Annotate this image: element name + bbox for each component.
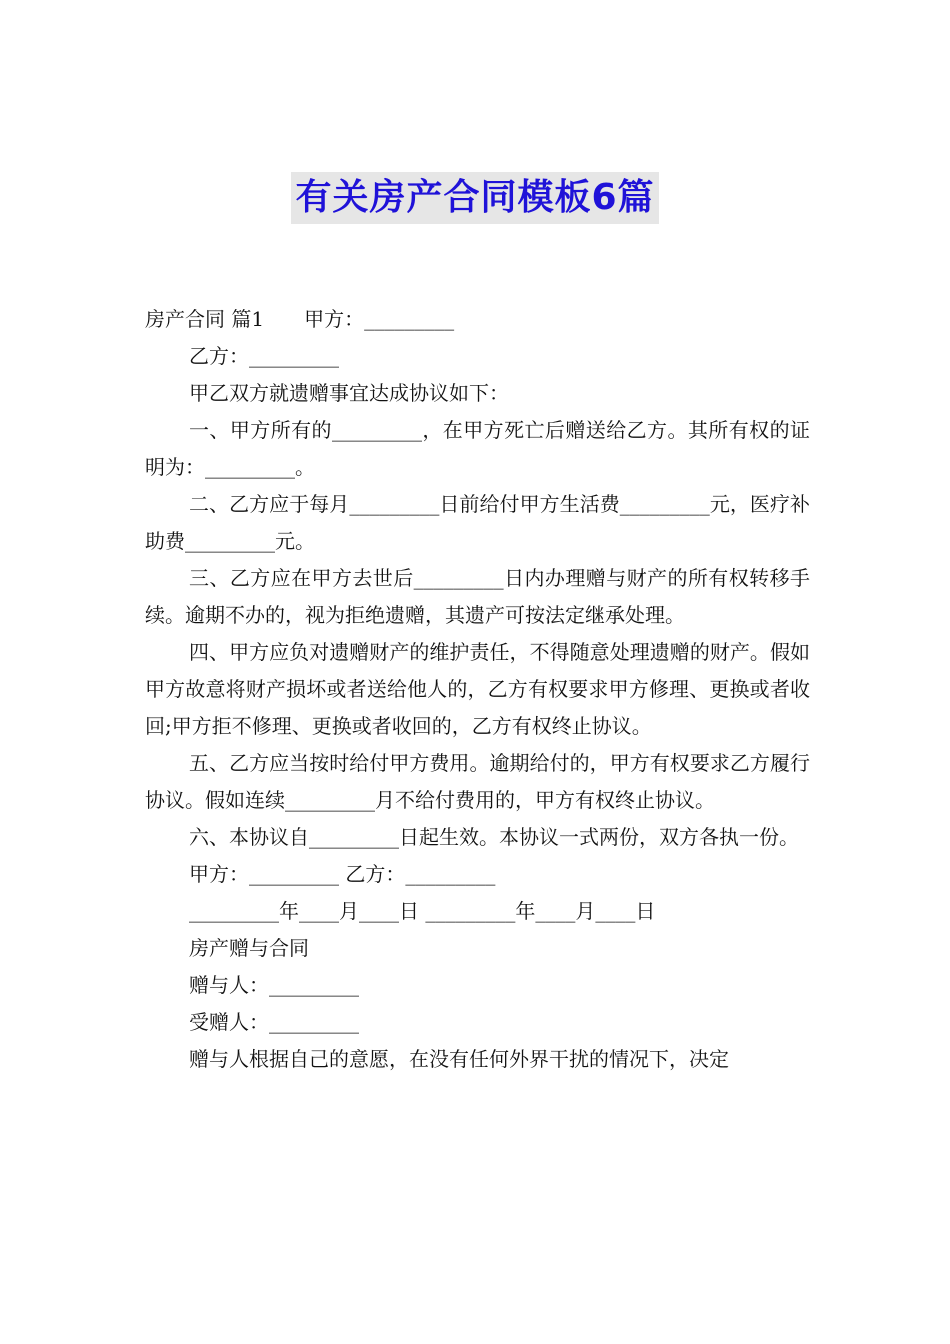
paragraph-clause-6: 六、本协议自_________日起生效。本协议一式两份，双方各执一份。 [189, 825, 799, 849]
paragraph-party-b: 乙方：_________ [189, 344, 339, 368]
paragraph-donor: 赠与人：_________ [189, 973, 359, 997]
paragraph-clause-4: 四、甲方应负对遗赠财产的维护责任，不得随意处理遗赠的财产。假如甲方故意将财产损坏或者送给他人的，乙方有权要求甲方修理、更换或者收回;甲方拒不修理、更换或者收回的，乙方有权终止协议。 [145, 640, 810, 738]
paragraph-signatures: 甲方：_________ 乙方：_________ [189, 862, 496, 886]
paragraph-heading-party-a: 房产合同 篇1 甲方：_________ [145, 307, 455, 331]
paragraph-intro: 甲乙双方就遗赠事宜达成协议如下： [189, 381, 509, 405]
paragraph-clause-1: 一、甲方所有的_________，在甲方死亡后赠送给乙方。其所有权的证明为：_________。 [145, 418, 810, 479]
paragraph-gift-contract-heading: 房产赠与合同 [189, 936, 309, 960]
paragraph-clause-5: 五、乙方应当按时给付甲方费用。逾期给付的，甲方有权要求乙方履行协议。假如连续_________月不给付费用的，甲方有权终止协议。 [145, 751, 810, 812]
paragraph-gift-intro: 赠与人根据自己的意愿，在没有任何外界干扰的情况下，决定 [189, 1047, 729, 1071]
paragraph-dates: _________年____月____日 _________年____月____日 [189, 899, 656, 923]
title-block [0, 172, 950, 224]
paragraph-clause-3: 三、乙方应在甲方去世后_________日内办理赠与财产的所有权转移手续。逾期不办的，视为拒绝遗赠，其遗产可按法定继承处理。 [145, 566, 810, 627]
document-title: 有关房产合同模板6篇 [291, 172, 658, 224]
paragraph-donee: 受赠人：_________ [189, 1010, 359, 1034]
paragraph-clause-2: 二、乙方应于每月_________日前给付甲方生活费_________元，医疗补助费_________元。 [145, 492, 810, 553]
document-body [145, 301, 810, 1078]
